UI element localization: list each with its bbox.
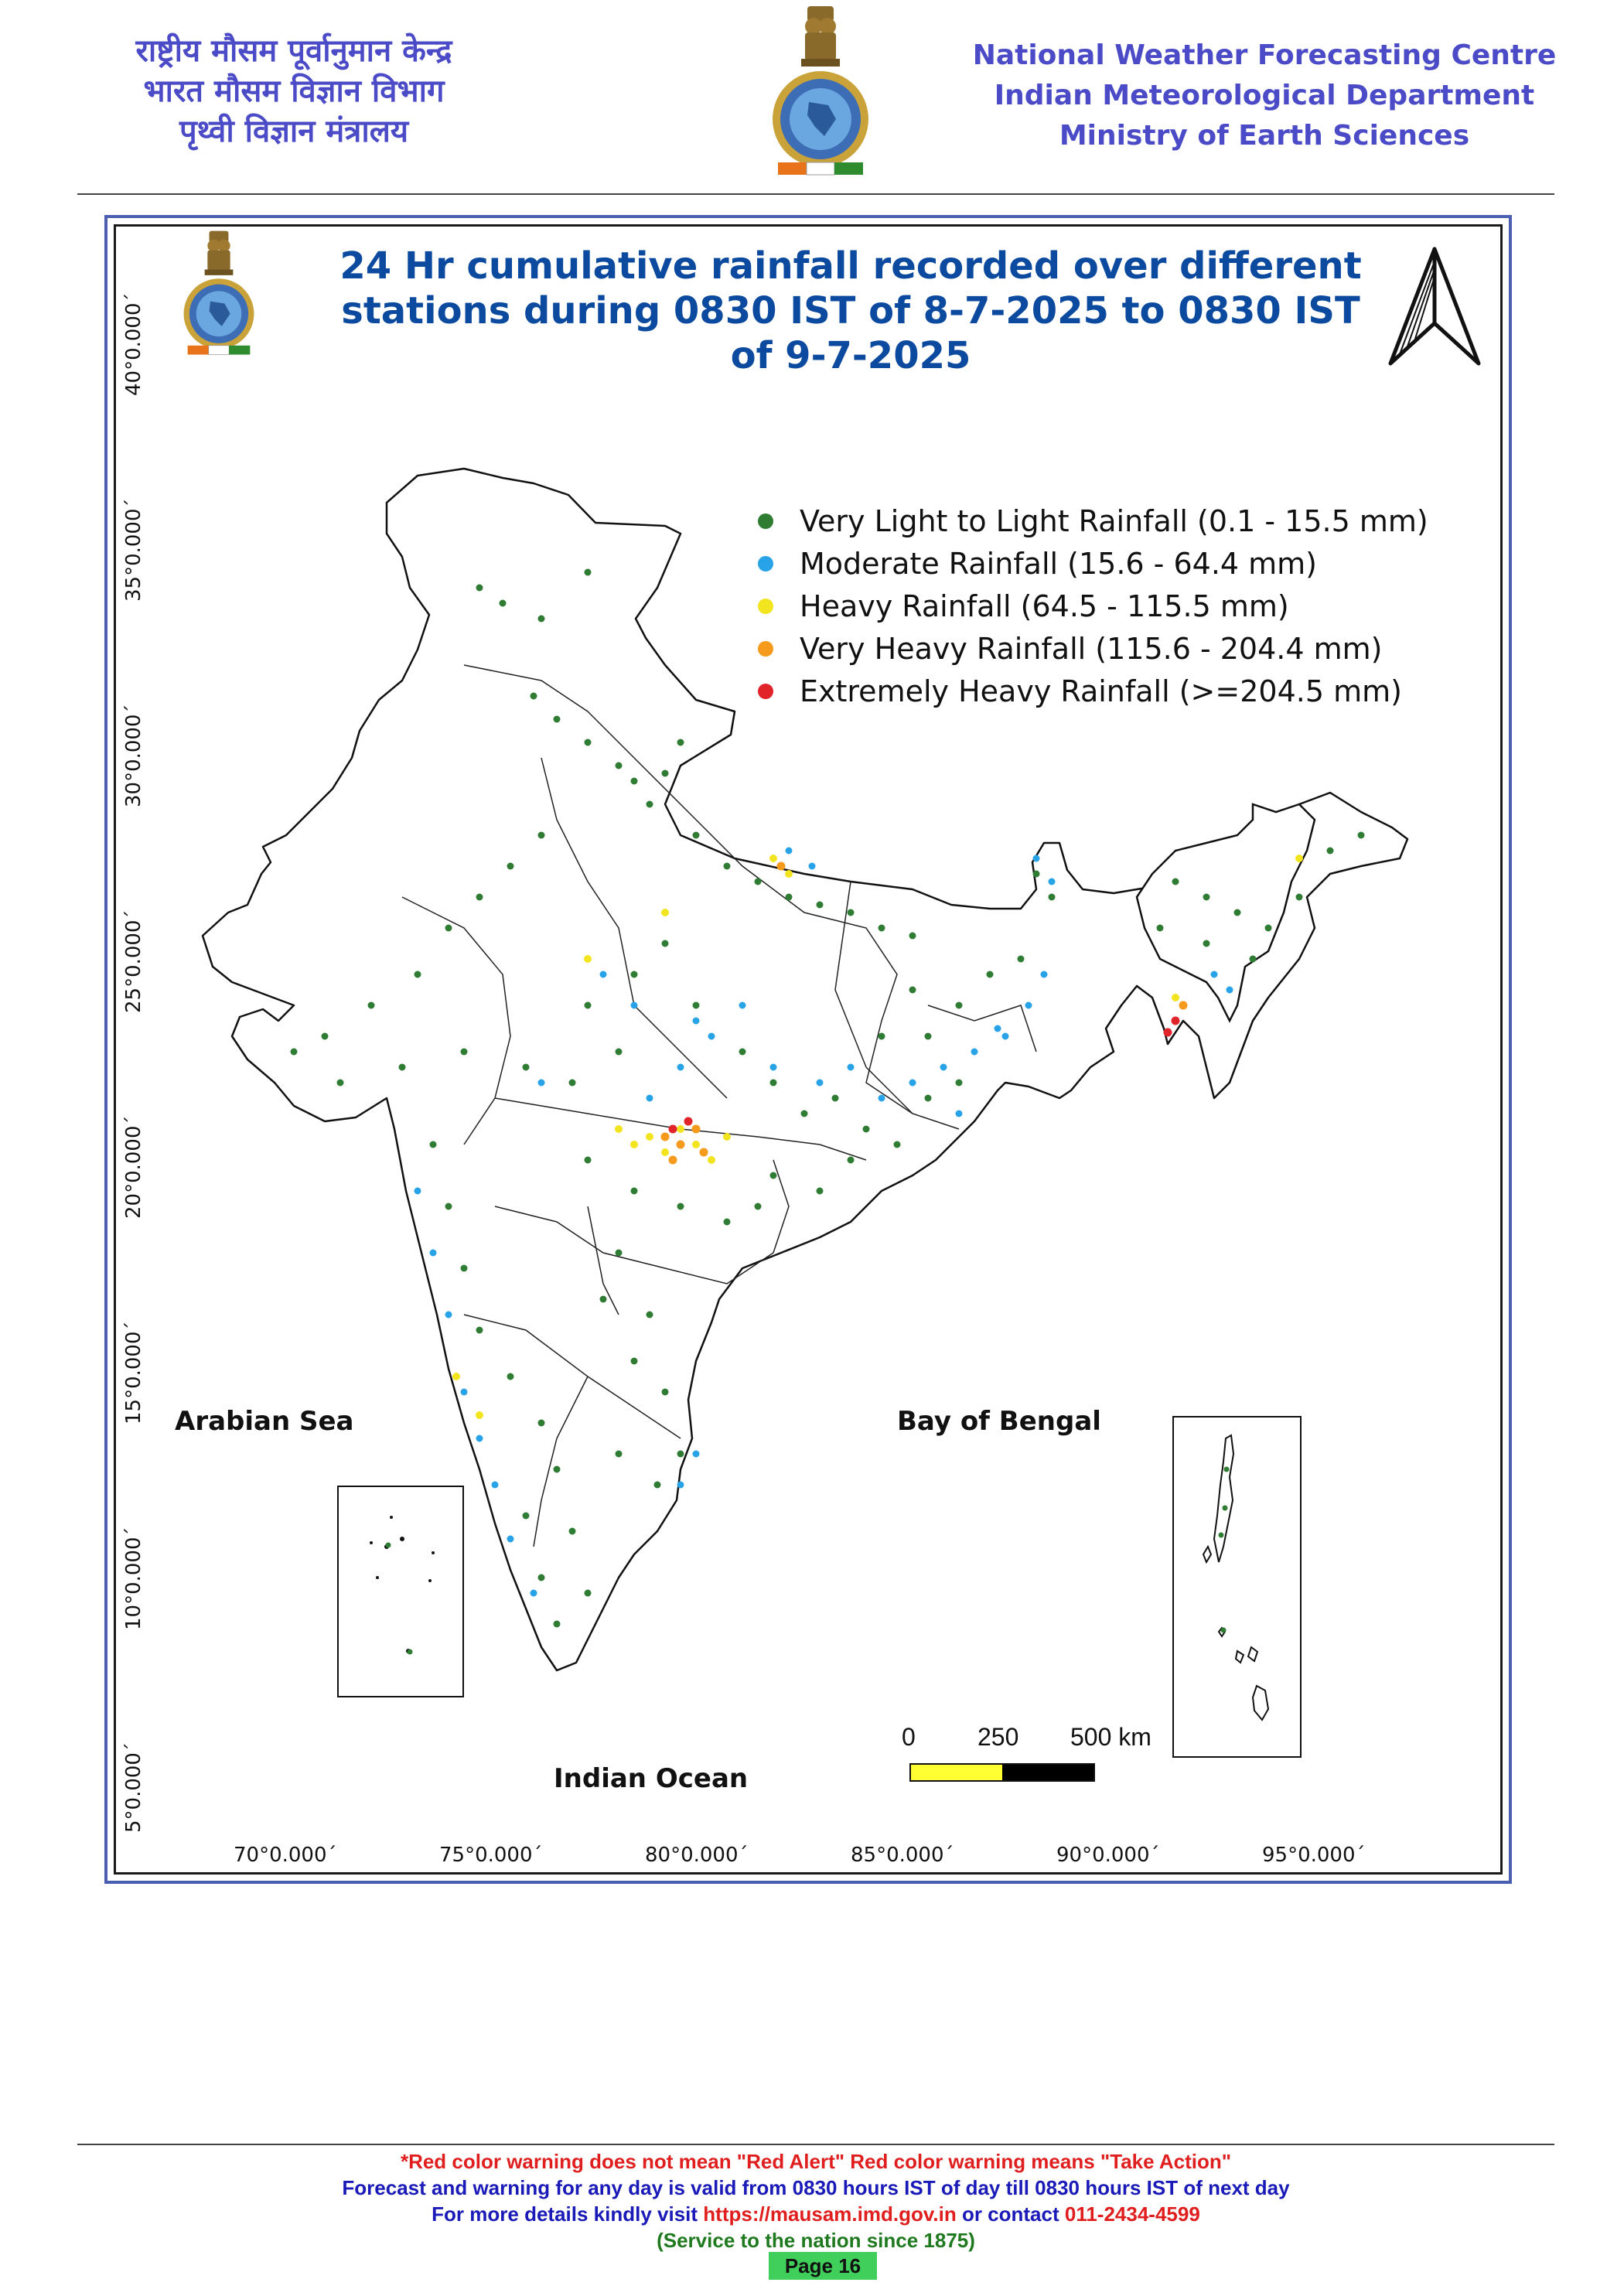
lon-label: 90°0.000´ [1056,1844,1160,1867]
footer-website-link[interactable]: https://mausam.imd.gov.in [703,2202,957,2226]
legend-item-light [758,500,1428,542]
lon-label: 95°0.000´ [1262,1844,1366,1867]
legend-dot-icon [758,513,773,529]
footer-divider [77,2144,1554,2145]
footer-contact-prefix: For more details kindly visit [432,2202,704,2226]
legend-label: Moderate Rainfall (15.6 - 64.4 mm) [800,546,1318,581]
lat-label: 5°0.000´ [122,1742,145,1833]
legend-label: Heavy Rainfall (64.5 - 115.5 mm) [800,588,1289,623]
lat-label: 25°0.000´ [122,909,145,1013]
header-english-line-2: Indian Meteorological Department [994,80,1535,111]
lon-label: 85°0.000´ [851,1844,954,1867]
legend-item-moderate [758,542,1428,585]
footer-validity-note: Forecast and warning for any day is valid from 0830 hours IST of day till 0830 hours IST of next day [342,2176,1290,2199]
footer-contact-mid: or contact [956,2202,1065,2226]
lon-label: 80°0.000´ [645,1844,749,1867]
scale-label-500: 500 km [1070,1723,1151,1751]
legend-dot-icon [758,599,773,614]
legend-label: Very Heavy Rainfall (115.6 - 204.4 mm) [800,631,1383,666]
lat-label: 30°0.000´ [122,704,145,807]
legend-item-very-heavy [758,627,1428,670]
map-title-line-2: stations during 0830 IST of 8-7-2025 to 0830 IST [341,289,1360,333]
legend-dot-icon [758,556,773,571]
header-hindi-line-1: राष्ट्रीय मौसम पूर्वानुमान केन्द्र [135,33,452,69]
scale-bar-segment-b [1002,1765,1093,1780]
lat-label: 20°0.000´ [122,1115,145,1219]
legend-item-extremely-heavy [758,670,1428,712]
footer-warning-note: *Red color warning does not mean "Red Alert" Red color warning means "Take Action" [400,2150,1232,2173]
lat-label: 15°0.000´ [122,1321,145,1424]
footer-contact-line [77,2201,1554,2227]
map-title-line-3: of 9-7-2025 [730,334,971,377]
scale-bar-segment-a [911,1765,1002,1780]
legend-label: Extremely Heavy Rainfall (>=204.5 mm) [800,674,1402,708]
scale-label-0: 0 [902,1723,916,1751]
sea-label-arabian: Arabian Sea [175,1406,354,1437]
lon-label: 75°0.000´ [439,1844,543,1867]
lat-label: 35°0.000´ [122,498,145,602]
sea-label-indian: Indian Ocean [554,1763,749,1794]
sea-label-bengal: Bay of Bengal [897,1406,1101,1437]
legend-dot-icon [758,641,773,657]
page-number-badge: Page 16 [769,2252,877,2280]
map-title-line-1: 24 Hr cumulative rainfall recorded over different [339,244,1362,288]
scale-label-250: 250 [977,1723,1019,1751]
lakshadweep-inset [338,1486,463,1697]
legend-item-heavy [758,585,1428,627]
lon-label: 70°0.000´ [234,1844,337,1867]
footer-phone: 011-2434-4599 [1064,2202,1200,2226]
header-english-line-3: Ministry of Earth Sciences [1059,120,1470,152]
legend-label: Very Light to Light Rainfall (0.1 - 15.5 mm) [800,503,1428,538]
legend [758,500,1428,712]
scale-bar [909,1763,1095,1782]
lat-label: 10°0.000´ [122,1527,145,1630]
footer-service-note: (Service to the nation since 1875) [657,2229,975,2252]
andaman-nicobar-inset [1173,1417,1301,1757]
lat-label: 40°0.000´ [122,292,145,396]
header-hindi-line-3: पृथ्वी विज्ञान मंत्रालय [179,114,409,149]
header-hindi-line-2: भारत मौसम विज्ञान विभाग [143,73,445,109]
header-english-line-1: National Weather Forecasting Centre [972,39,1557,71]
legend-dot-icon [758,684,773,699]
